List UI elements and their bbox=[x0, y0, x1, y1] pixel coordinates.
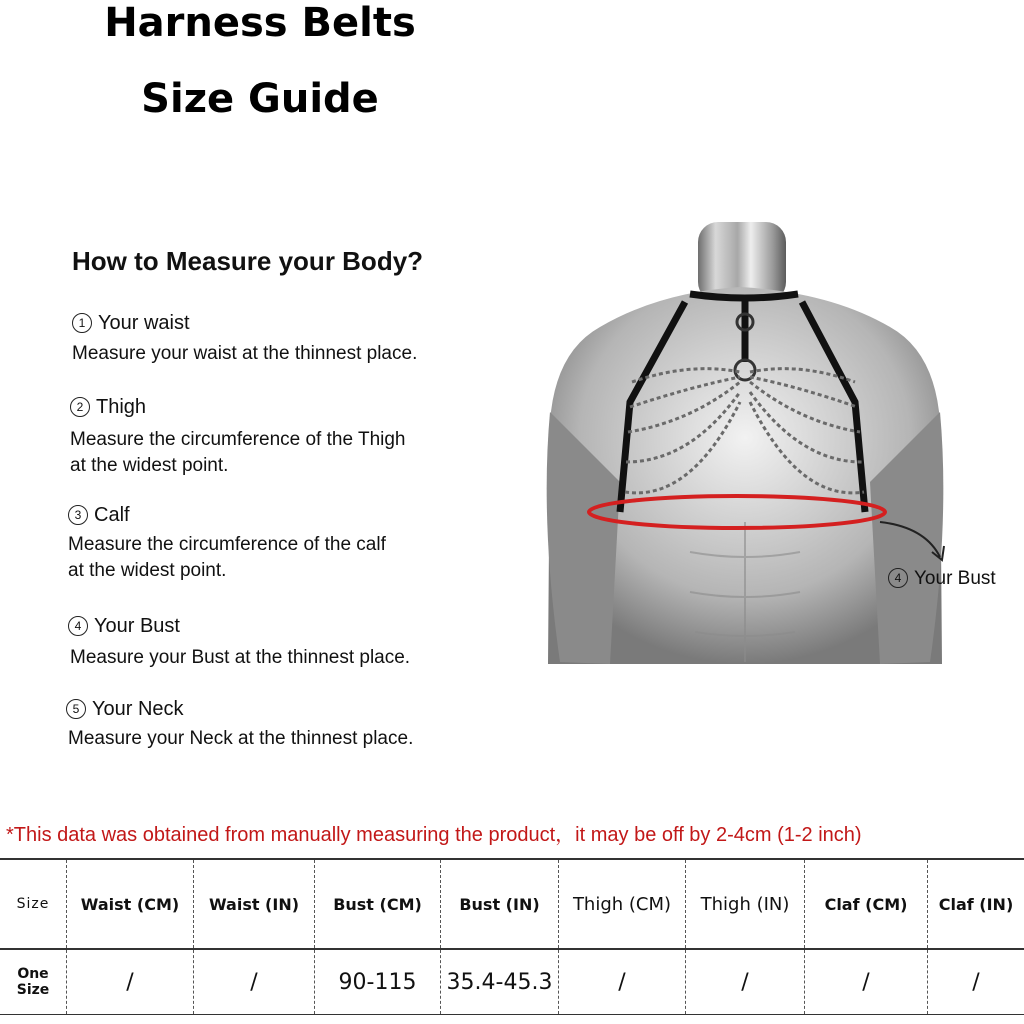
cell-bust-cm: 90-115 bbox=[315, 949, 441, 1015]
step-2-desc-line-2: at the widest point. bbox=[70, 455, 229, 476]
step-1-description bbox=[72, 341, 417, 367]
bust-callout-number: 4 bbox=[888, 568, 908, 588]
step-5-title bbox=[66, 698, 184, 721]
cell-size: One Size bbox=[0, 949, 67, 1015]
bust-callout-label: Your Bust bbox=[914, 568, 996, 589]
step-2-desc-line-1: Measure the circumference of the Thigh bbox=[70, 429, 406, 450]
size-table bbox=[0, 858, 1024, 1015]
header-claf-cm: Claf (CM) bbox=[805, 859, 928, 949]
step-5-desc-line: Measure your Neck at the thinnest place. bbox=[68, 728, 414, 749]
header-bust-in: Bust (IN) bbox=[441, 859, 559, 949]
cell-thigh-in: / bbox=[686, 949, 805, 1015]
header-claf-in: Claf (IN) bbox=[928, 859, 1024, 949]
step-2-number: 2 bbox=[70, 397, 90, 417]
cell-thigh-cm: / bbox=[559, 949, 686, 1015]
header-bust-cm: Bust (CM) bbox=[315, 859, 441, 949]
measurement-note: *This data was obtained from manually measuring the product，it may be off by 2-4cm (1-2 inch) bbox=[6, 824, 862, 846]
step-4-label: Your Bust bbox=[94, 615, 180, 637]
step-4-desc-line: Measure your Bust at the thinnest place. bbox=[70, 647, 411, 668]
cell-waist-cm: / bbox=[67, 949, 194, 1015]
header-waist-in: Waist (IN) bbox=[194, 859, 315, 949]
step-5-number: 5 bbox=[66, 699, 86, 719]
step-1-desc-line: Measure your waist at the thinnest place. bbox=[72, 343, 418, 364]
step-3-number: 3 bbox=[68, 505, 88, 525]
cell-claf-in: / bbox=[928, 949, 1024, 1015]
step-1-number: 1 bbox=[72, 313, 92, 333]
step-1-label: Your waist bbox=[98, 312, 190, 334]
cell-waist-in: / bbox=[194, 949, 315, 1015]
step-4-number: 4 bbox=[68, 616, 88, 636]
step-3-title bbox=[68, 504, 130, 527]
size-table-header bbox=[0, 859, 1024, 949]
cell-bust-in: 35.4-45.3 bbox=[441, 949, 559, 1015]
header-size: Size bbox=[0, 859, 67, 949]
step-2-label: Thigh bbox=[96, 396, 147, 418]
step-4-description bbox=[70, 645, 410, 671]
step-5-description bbox=[68, 726, 413, 752]
mannequin-harness-image bbox=[540, 222, 950, 664]
bust-callout bbox=[888, 568, 996, 590]
step-3-desc-line-2: at the widest point. bbox=[68, 560, 227, 581]
table-row bbox=[0, 949, 1024, 1015]
step-3-label: Calf bbox=[94, 504, 130, 526]
step-4-title bbox=[68, 615, 180, 638]
title-line-1: Harness Belts bbox=[104, 0, 416, 46]
step-3-desc-line-1: Measure the circumference of the calf bbox=[68, 534, 386, 555]
step-2-description bbox=[70, 427, 406, 479]
step-5-label: Your Neck bbox=[92, 698, 184, 720]
header-waist-cm: Waist (CM) bbox=[67, 859, 194, 949]
header-thigh-in: Thigh (IN) bbox=[686, 859, 805, 949]
title-line-2: Size Guide bbox=[141, 76, 379, 122]
step-3-description bbox=[68, 532, 386, 584]
step-2-title bbox=[70, 396, 146, 419]
how-to-heading: How to Measure your Body? bbox=[72, 246, 424, 276]
cell-claf-cm: / bbox=[805, 949, 928, 1015]
header-thigh-cm: Thigh (CM) bbox=[559, 859, 686, 949]
step-1-title bbox=[72, 312, 190, 335]
